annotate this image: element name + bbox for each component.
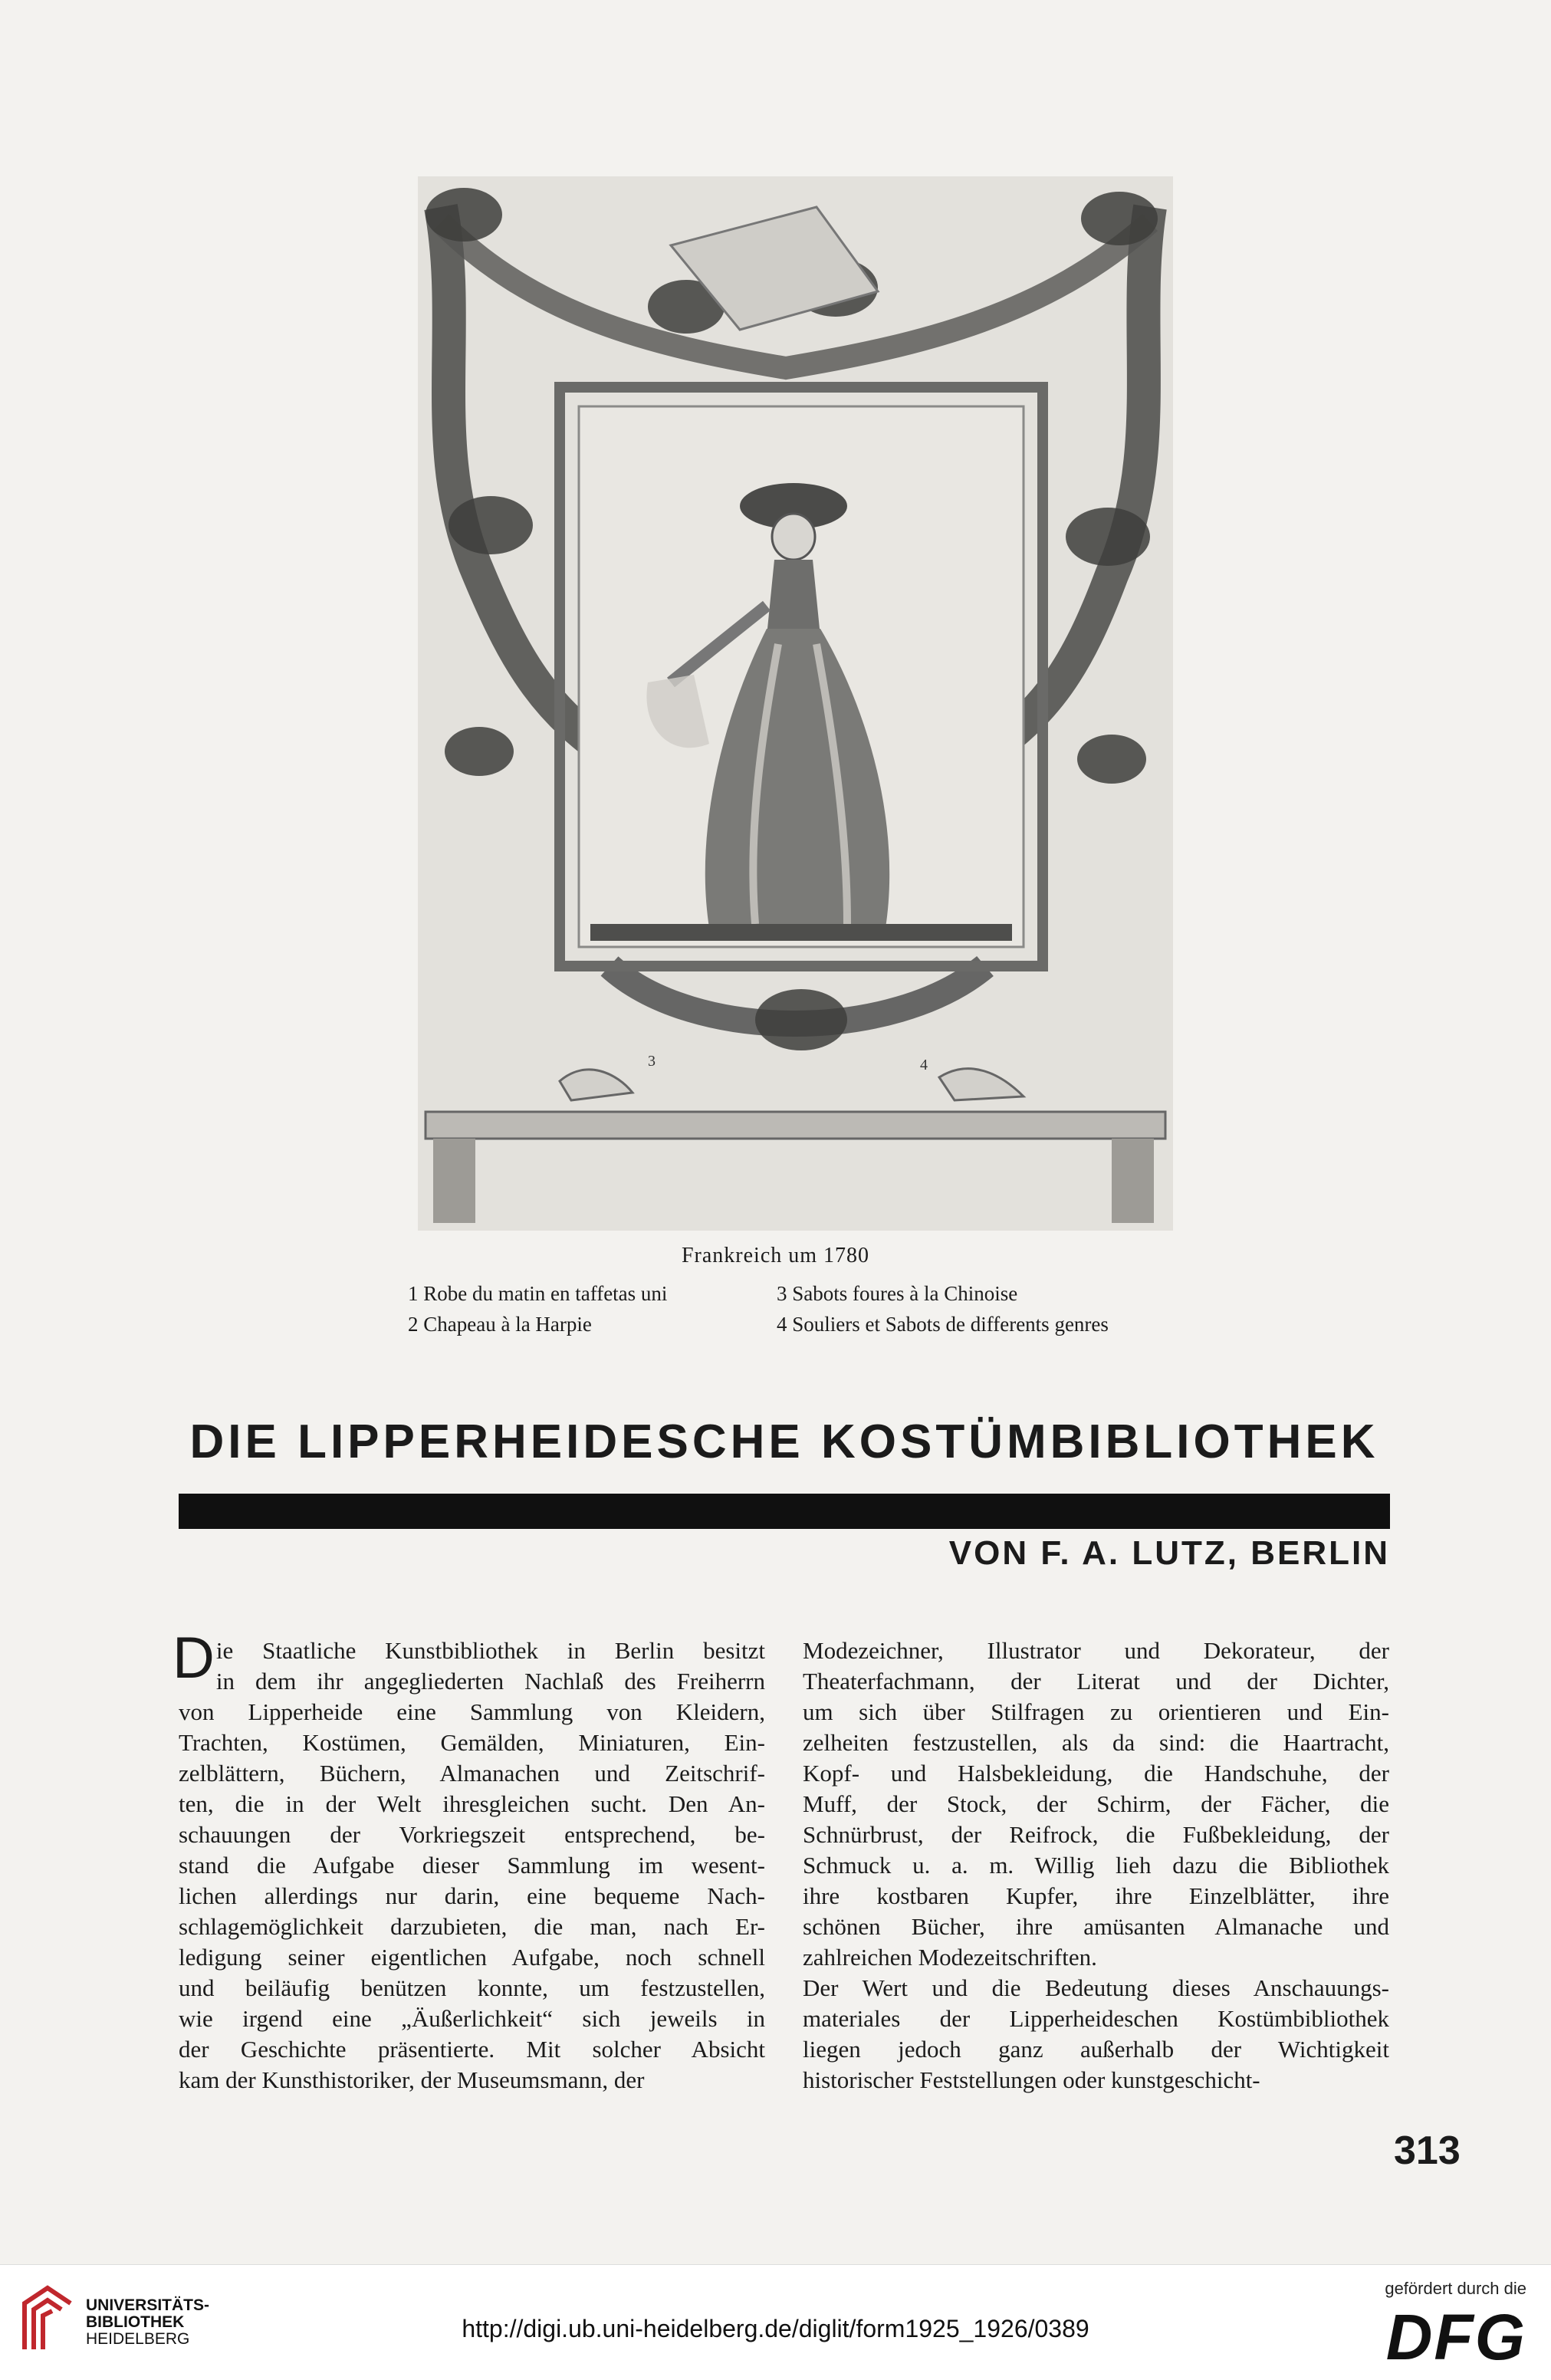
headline-rule [179,1494,1390,1529]
article-column-right [803,1635,1389,2096]
text-line: schönen Bücher, ihre amüsanten Almanache und [803,1913,1389,1940]
text-line: materiales der Lipperheideschen Kostümbibliothek [803,2005,1389,2032]
text-line: von Lipperheide eine Sammlung von Kleidern, [179,1698,765,1725]
funding-label: gefördert durch die [1385,2279,1526,2298]
caption-item: 4 Souliers et Sabots de differents genres [777,1313,1109,1336]
text-line: schlagemöglichkeit darzubieten, die man, nach Er- [179,1913,765,1940]
text-line: Trachten, Kostümen, Gemälden, Miniaturen, Ein- [179,1729,765,1756]
article-column-left [173,1626,765,2096]
text-line: und beiläufig benützen konnte, um festzustellen, [179,1974,765,2001]
text-line: in dem ihr angegliederten Nachlaß des Freiherrn [215,1668,765,1695]
article-byline: VON F. A. LUTZ, BERLIN [948,1534,1390,1572]
caption-item: 1 Robe du matin en taffetas uni [408,1282,668,1305]
text-line: stand die Aufgabe dieser Sammlung im wesent- [179,1852,765,1879]
caption-column-left [408,1278,667,1340]
plate-caption-title: Frankreich um 1780 [681,1244,870,1267]
library-name-line: UNIVERSITÄTS- [86,2296,210,2314]
text-line: der Geschichte präsentierte. Mit solcher Absicht [179,2036,765,2063]
fashion-plate-drawing [418,176,1173,1231]
dfg-logo: DFG [1385,2301,1526,2373]
page-number: 313 [1394,2129,1461,2173]
text-line: Der Wert und die Bedeutung dieses Anschauungs- [803,1974,1389,2001]
text-line: liegen jedoch ganz außerhalb der Wichtigkeit [803,2036,1389,2063]
text-line: Theaterfachmann, der Literat und der Dichter, [803,1668,1389,1695]
text-line: ten, die in der Welt ihresgleichen sucht. Den An- [179,1790,765,1817]
plate-number-3: 3 [648,1053,656,1070]
text-line: Muff, der Stock, der Schirm, der Fächer, die [803,1790,1389,1817]
plate-number-4: 4 [920,1057,928,1073]
library-name-line: HEIDELBERG [86,2330,190,2348]
text-line: ledigung seiner eigentlichen Aufgabe, noch schnell [179,1944,765,1971]
text-line: historischer Feststellungen oder kunstgeschicht- [803,2066,1260,2093]
caption-item: 3 Sabots foures à la Chinoise [777,1282,1018,1305]
caption-item: 2 Chapeau à la Harpie [408,1313,592,1336]
text-line: lichen allerdings nur darin, eine bequeme Nach- [179,1882,765,1909]
caption-column-right [777,1278,1109,1340]
text-line: Schmuck u. a. m. Willig lieh dazu die Bibliothek [803,1852,1389,1879]
text-line: ihre kostbaren Kupfer, ihre Einzelblätter, ihre [803,1882,1389,1909]
drop-cap: D [173,1626,215,1691]
text-line: Schnürbrust, der Reifrock, die Fußbekleidung, der [803,1821,1389,1848]
text-line: zelblättern, Büchern, Almanachen und Zeitschrif- [179,1760,765,1787]
text-line: um sich über Stilfragen zu orientieren und Ein- [803,1698,1389,1725]
text-line: kam der Kunsthistoriker, der Museumsmann, der [179,2066,645,2093]
text-line: ie Staatliche Kunstbibliothek in Berlin besitzt [215,1637,765,1664]
library-name-line: BIBLIOTHEK [86,2313,185,2331]
text-line: Modezeichner, Illustrator und Dekorateur, der [803,1637,1389,1664]
text-line: Kopf- und Halsbekleidung, die Handschuhe, der [803,1760,1389,1787]
article-headline: DIE LIPPERHEIDESCHE KOSTÜMBIBLIOTHEK [189,1415,1379,1468]
text-line: zelheiten festzustellen, als da sind: die Haartracht, [803,1729,1389,1756]
text-line: schauungen der Vorkriegszeit entsprechend, be- [179,1821,765,1848]
text-line: wie irgend eine „Äußerlichkeit“ sich jeweils in [179,2005,765,2032]
permalink-url[interactable]: http://digi.ub.uni-heidelberg.de/diglit/form1925_1926/0389 [462,2315,1089,2342]
text-line: zahlreichen Modezeitschriften. [803,1944,1097,1971]
digital-library-footer [0,2264,1551,2380]
fashion-plate-illustration [418,176,1173,1231]
